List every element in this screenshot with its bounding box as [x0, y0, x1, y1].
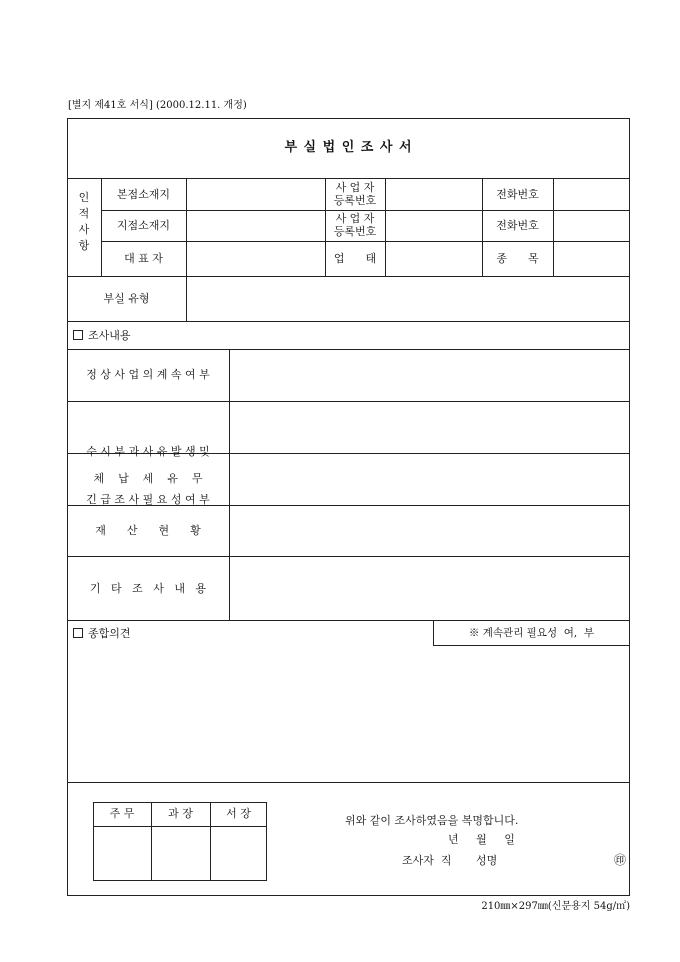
continued-management-note: ※ 계속관리 필요성 여, 부	[468, 627, 595, 639]
investigation-row-label: 수 시 부 과 사 유 발 생 및 긴 급 조 사 필 요 성 여 부	[86, 445, 210, 506]
paper-spec-footer: 210㎜×297㎜(신문용지 54g/㎡)	[481, 901, 630, 912]
biz-reg-no-label: 사 업 자 등록번호	[333, 181, 377, 207]
investigator-signature-line: 조사자 직 성명	[402, 854, 498, 867]
approval-header-clerk: 주 무	[109, 807, 135, 820]
checkbox-icon	[73, 330, 83, 340]
report-date: 년 월 일	[448, 833, 515, 846]
opinion-heading: 종합의견	[73, 628, 131, 639]
business-type-label: 업 태	[333, 252, 377, 265]
branch-biz-reg-no-label: 사 업 자 등록번호	[333, 212, 377, 238]
section-label-personal-info: 인 적 사 항	[78, 191, 90, 252]
approval-header-section-chief: 과 장	[168, 807, 193, 820]
phone-label: 전화번호	[496, 188, 539, 201]
item-label: 종 목	[496, 252, 539, 265]
investigation-heading: 조사내용	[73, 330, 131, 341]
branch-address-label: 지점소재지	[116, 219, 171, 232]
investigation-row-label: 체 납 세 유 무	[93, 472, 203, 485]
form-number-note: [별지 제41호 서식] (2000.12.11. 개정)	[68, 100, 247, 111]
checkbox-icon	[73, 628, 83, 638]
investigation-row-label: 재 산 현 황	[95, 524, 201, 537]
investigation-row-label: 정 상 사 업 의 계 속 여 부	[86, 368, 210, 381]
insolvency-type-label: 부실 유형	[103, 292, 150, 305]
form-title: 부 실 법 인 조 사 서	[284, 140, 413, 155]
investigation-row-label: 기 타 조 사 내 용	[89, 582, 207, 595]
branch-phone-label: 전화번호	[496, 219, 539, 232]
seal-mark: ㊞	[614, 853, 627, 867]
representative-label: 대 표 자	[124, 252, 163, 265]
report-statement: 위와 같이 조사하였음을 복명합니다.	[345, 814, 519, 827]
hq-address-label: 본점소재지	[116, 188, 171, 201]
approval-header-director: 서 장	[226, 807, 251, 820]
